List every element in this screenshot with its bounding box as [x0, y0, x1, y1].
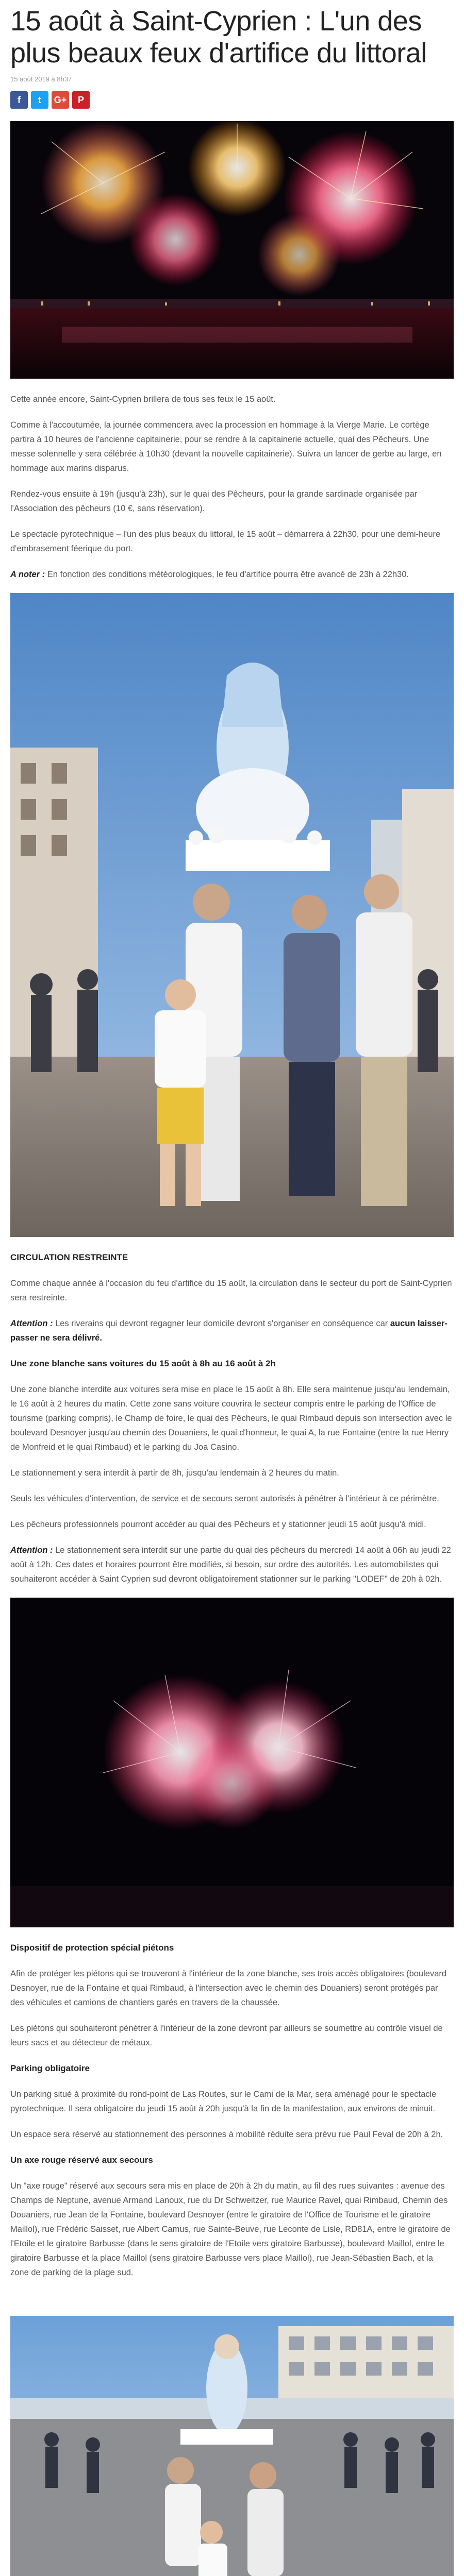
parking-paragraph-1: Un parking situé à proximité du rond-point de Las Routes, sur le Cami de la Mar, sera aménagé pour le spectacle pyrotechnique. Il sera obligatoire du jeudi 15 août à 20h jusqu'à la fin de la manifestation, aux environs de minuit.: [10, 2090, 437, 2113]
article-date: 15 août 2019 à 8h37: [10, 75, 72, 83]
googleplus-share-button[interactable]: G+: [52, 91, 69, 109]
intro-paragraph-2: Comme à l'accoutumée, la journée commencera avec la procession en hommage à la Vierge Marie. Le cortège partira à 10 heures de l'ancienne capitainerie, pour se rendre à la capitainerie actuelle, quai des Pêcheurs. Une messe solennelle y sera célébrée à 10h30 (devant la nouvelle capitainerie). Suivra un lancer de gerbe au large, en hommage aux marins disparus.: [10, 420, 442, 473]
circulation-paragraph-4: Seuls les véhicules d'intervention, de service et de secours seront autorisés à pénétrer à l'intérieur à ce périmètre.: [10, 1494, 439, 1503]
procession-photo: [10, 593, 454, 1237]
circulation-paragraph-2: Une zone blanche interdite aux voitures sera mise en place le 15 août à 8h. Elle sera maintenue jusqu'au lendemain, le 16 août à 2 heures du matin. Cette zone sans voiture couvrira le secteur compris entre le parking de l'Office de tourisme (parking compris), le Champ de foire, le quai des Pêcheurs, le quai Rimbaud depuis son intersection avec le boulevard Desnoyer jusqu'au chemin des Douaniers, le quai d'honneur, le quai A, la rue Fontaine (entre la rue Henry de Monfreid et le quai Rimbaud) et le parking du Joa Casino.: [10, 1385, 452, 1452]
fireworks-photo-1: [10, 121, 454, 379]
parking-title: Parking obligatoire: [10, 2063, 90, 2073]
fireworks-photo-2: [10, 1598, 454, 1927]
circulation-title: CIRCULATION RESTREINTE: [10, 1252, 128, 1262]
circulation-paragraph-3: Le stationnement y sera interdit à partir de 8h, jusqu'au lendemain à 2 heures du matin.: [10, 1468, 339, 1478]
attention-text-2: Le stationnement sera interdit sur une partie du quai des pêcheurs du mercredi 14 août à 06h au jeudi 22 août à 12h. Ces dates et horaires pourront être modifiés, si besoin, sur ordre des autorités. Les automobilistes qui souhaiteront accéder à Saint Cyprien sud devront obligatoirement stationner sur le parking "LODEF" de 20h à 02h.: [10, 1546, 451, 1584]
note-label: A noter :: [10, 570, 45, 579]
facebook-share-button[interactable]: f: [10, 91, 28, 109]
intro-paragraph-4: Le spectacle pyrotechnique – l'un des plus beaux du littoral, le 15 août – démarrera à 22h30, pour une demi-heure d'embrasement féerique du port.: [10, 530, 441, 553]
parking-paragraph-2: Un espace sera réservé au stationnement des personnes à mobilité réduite sera prévu rue Paul Feval de 20h à 2h.: [10, 2130, 443, 2139]
zone-blanche-title: Une zone blanche sans voitures du 15 août à 8h au 16 août à 2h: [10, 1359, 276, 1368]
circulation-paragraph-5: Les pêcheurs professionnels pourront accéder au quai des Pêcheurs et y stationner jeudi 15 août jusqu'à midi.: [10, 1520, 426, 1529]
twitter-share-button[interactable]: t: [31, 91, 48, 109]
share-bar: [10, 91, 454, 109]
intro-paragraph-1: Cette année encore, Saint-Cyprien brillera de tous ses feux le 15 août.: [10, 395, 276, 404]
circulation-attention-2: [10, 1543, 454, 1586]
secours-paragraph-1: Un "axe rouge" réservé aux secours sera mis en place de 20h à 2h du matin, au fil des rues suivantes : avenue des Champs de Neptune, avenue Armand Lanoux, rue du Dr Schweitzer, rue Maurice Ravel, quai Rimbaud, Chemin des Douaniers, rue Jean de la Fontaine, boulevard Desnoyer (entre le giratoire de l'Office de Tourisme et le giratoire Maillol), rue Frédéric Saisset, rue Albert Camus, rue Sainte-Beuve, rue Leconte de Lisle, RD81A, entre le giratoire de l'Etoile et le giratoire Barbusse (dans le sens giratoire de l'Etoile vers giratoire Barbusse), boulevard Maillol, entre le giratoire Barbusse et la place Maillol (sens giratoire Barbusse vers place Maillol), rue Jean-Sébastien Bach, et la zone de parking de la plage sud.: [10, 2181, 451, 2277]
pietons-paragraph-2: Les piétons qui souhaiteront pénétrer à l'intérieur de la zone devront par ailleurs se soumettre au contrôle visuel de leurs sacs et au détecteur de métaux.: [10, 2024, 443, 2047]
attention-label-2: Attention :: [10, 1546, 53, 1555]
pinterest-share-button[interactable]: P: [72, 91, 90, 109]
secours-title: Un axe rouge réservé aux secours: [10, 2155, 153, 2165]
article: [10, 0, 454, 2576]
article-title: 15 août à Saint-Cyprien : L'un des plus beaux feux d'artifice du littoral: [10, 6, 427, 69]
pietons-paragraph-1: Afin de protéger les piétons qui se trouveront à l'intérieur de la zone blanche, ses trois accès obligatoires (boulevard Desnoyer, rue de la Fontaine et quai Rimbaud, à l'intersection avec le chemin des Douaniers) seront protégés par des véhicules et camions de chantiers garés en travers de la chaussée.: [10, 1969, 447, 2007]
procession-photo-2: [10, 2316, 454, 2576]
circulation-paragraph-1: Comme chaque année à l'occasion du feu d'artifice du 15 août, la circulation dans le secteur du port de Saint-Cyprien sera restreinte.: [10, 1279, 452, 1302]
attention-label-1: Attention :: [10, 1319, 53, 1328]
intro-paragraph-3: Rendez-vous ensuite à 19h (jusqu'à 23h), sur le quai des Pêcheurs, pour la grande sardinade organisée par l'Association des pêcheurs (10 €, sans réservation).: [10, 489, 418, 513]
note-text: En fonction des conditions météorologiques, le feu d'artifice pourra être avancé de 23h à 22h30.: [45, 570, 409, 579]
pietons-title: Dispositif de protection spécial piétons: [10, 1943, 174, 1953]
circulation-attention-1: [10, 1316, 454, 1345]
attention-text-1: Les riverains qui devront regagner leur domicile devront s'organiser en conséquence car: [53, 1319, 390, 1328]
attention-bold-1: aucun laisser-passer ne sera délivré.: [10, 1319, 448, 1343]
intro-note: [10, 567, 454, 582]
